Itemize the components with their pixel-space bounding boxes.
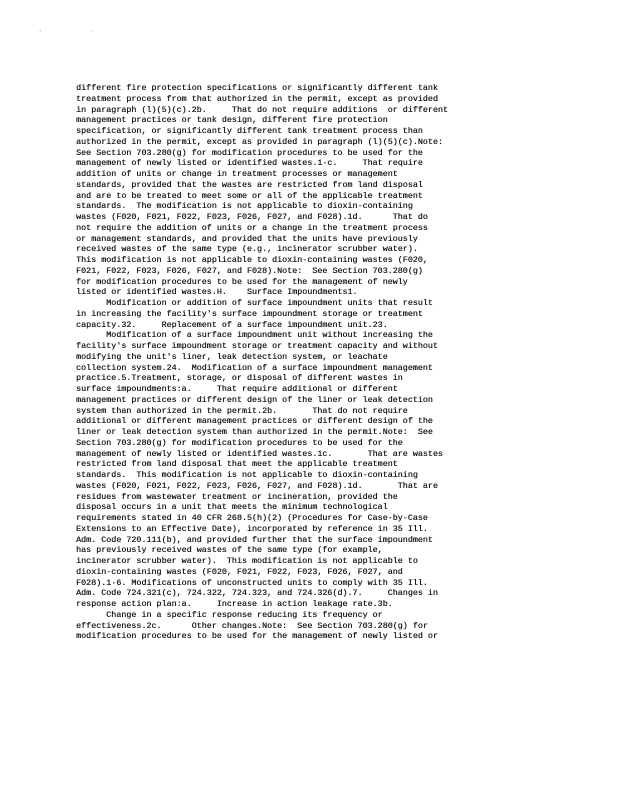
text-line: in paragraph (l)(5)(c).2b. That do not require additions or different <box>76 104 448 115</box>
text-line: wastes (F020, F021, F022, F023, F026, F027, and F028).1d. That are <box>76 480 438 491</box>
text-line: This modification is not applicable to dioxin-containing wastes (F020, <box>76 255 428 265</box>
text-line: additional or different management practices or different design of the <box>76 416 433 427</box>
text-line: facility's surface impoundment storage or treatment capacity and without <box>76 341 438 351</box>
text-line: residues from wastewater treatment or incineration, provided the <box>76 491 398 502</box>
text-line: response action plan:a. Increase in action leakage rate.3b. <box>76 599 393 609</box>
text-line: restricted from land disposal that meet the applicable treatment <box>76 459 398 470</box>
text-line: for modification procedures to be used for the management of newly <box>76 276 408 287</box>
text-line: effectiveness.2c. Other changes.Note: See Section 703.280(g) for <box>76 620 428 631</box>
text-line: different fire protection specifications or significantly different tank <box>76 83 438 93</box>
text-line: management of newly listed or identified wastes.1·c. That require <box>76 158 423 169</box>
page-scan-marks: ¸ ¸ <box>38 24 117 32</box>
text-line: management practices or tank design, different fire protection <box>76 115 388 126</box>
text-line: management practices or different design of the liner or leak detection <box>76 394 433 405</box>
text-line: in increasing the facility's surface impoundment storage or treatment <box>76 308 423 319</box>
text-line: modification procedures to be used for the management of newly listed or <box>76 631 438 642</box>
text-line: Modification of a surface impoundment unit without increasing the <box>76 330 433 341</box>
text-line: practice.5.Treatment, storage, or disposal of different wastes in <box>76 373 403 384</box>
text-line: management of newly listed or identified wastes.1c. That are wastes <box>76 448 443 459</box>
text-line: addition of units or change in treatment processes or management <box>76 169 398 179</box>
text-line: received wastes of the same type (e.g., incinerator scrubber water). <box>76 244 418 255</box>
text-line: standards. This modification is not applicable to dioxin-containing <box>76 470 418 480</box>
text-line: capacity.32. Replacement of a surface impoundment unit.23. <box>76 319 388 330</box>
text-line: Adm. Code 720.111(b), and provided further that the surface impoundment <box>76 534 433 545</box>
text-line: listed or identified wastes.H. Surface Impoundments1. <box>76 287 358 298</box>
text-line: Section 703.280(g) for modification procedures to be used for the <box>76 437 403 448</box>
text-line: F028).1·6. Modifications of unconstructed units to comply with 35 Ill. <box>76 577 428 588</box>
text-line: See Section 703.280(g) for modification procedures to be used for the <box>76 147 423 158</box>
text-line: authorized in the permit, except as provided in paragraph (l)(5)(c).Note: <box>76 136 443 147</box>
text-line: or management standards, and provided that the units have previously <box>76 233 418 244</box>
text-line: has previously received wastes of the same type (for example, <box>76 545 383 556</box>
text-line: Extensions to an Effective Date), incorporated by reference in 35 Ill. <box>76 523 428 534</box>
text-line: liner or leak detection system than authorized in the permit.Note: See <box>76 427 433 437</box>
text-line: surface impoundments:a. That require additional or different <box>76 384 398 394</box>
text-line: dioxin-containing wastes (F020, F021, F022, F023, F026, F027, and <box>76 566 403 577</box>
text-line: Adm. Code 724.321(c), 724.322, 724.323, and 724.326(d).7. Changes in <box>76 588 438 599</box>
text-line: disposal occurs in a unit that meets the minimum technological <box>76 502 388 513</box>
text-line: Modification or addition of surface impoundment units that result <box>76 298 433 308</box>
regulation-text-body <box>76 83 546 642</box>
text-line: standards. The modification is not applicable to dioxin-containing <box>76 201 413 212</box>
text-line: requirements stated in 40 CFR 268.5(h)(2) (Procedures for Case-by-Case <box>76 513 428 523</box>
text-line: treatment process from that authorized in the permit, except as provided <box>76 93 438 104</box>
text-line: and are to be treated to meet some or all of the applicable treatment <box>76 190 423 201</box>
text-line: system than authorized in the permit.2b. That do not require <box>76 405 408 416</box>
text-line: modifying the unit's liner, leak detection system, or leachate <box>76 351 388 362</box>
text-line: standards, provided that the wastes are restricted from land disposal <box>76 179 423 190</box>
text-line: F021, F022, F023, F026, F027, and F028).Note: See Section 703.280(g) <box>76 265 423 276</box>
text-line: Change in a specific response reducing its frequency or <box>76 609 383 620</box>
text-line: not require the addition of units or a change in the treatment process <box>76 222 428 233</box>
text-line: specification, or significantly different tank treatment process than <box>76 126 423 136</box>
text-line: collection system.24. Modification of a surface impoundment management <box>76 362 433 373</box>
text-line: wastes (F020, F021, F022, F023, F026, F027, and F028).1d. That do <box>76 212 428 222</box>
text-line: incinerator scrubber water). This modification is not applicable to <box>76 556 418 566</box>
